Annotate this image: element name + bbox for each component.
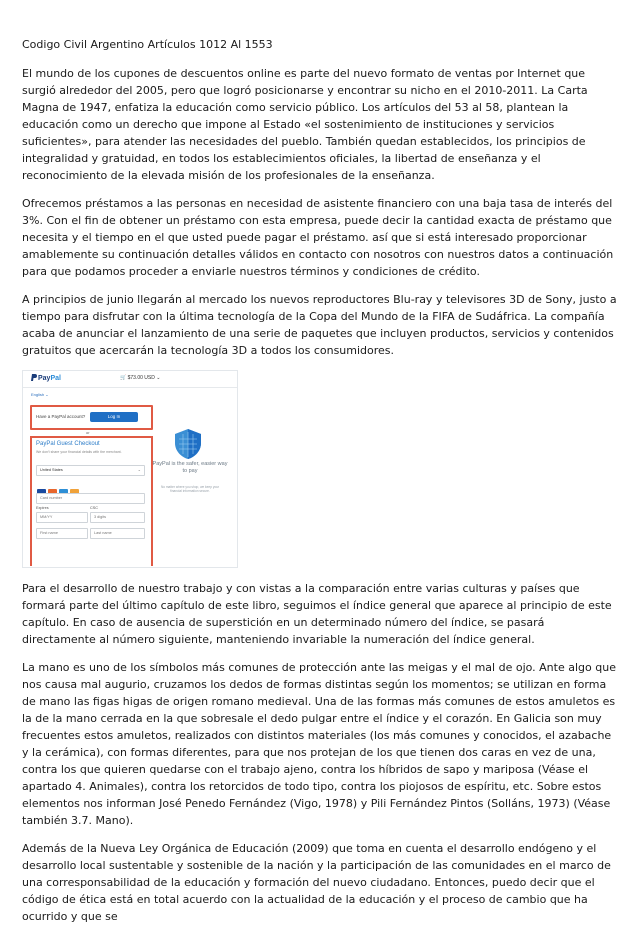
paypal-promo-text: PayPal is the safer, easier way to pay [152, 461, 228, 474]
login-prompt: Have a PayPal account? [36, 414, 86, 419]
login-button: Log In [90, 412, 138, 422]
guest-checkout-subtitle: We don't share your financial details with the merchant. [36, 450, 122, 454]
document-page [22, 36, 618, 936]
expires-label: Expires [36, 506, 49, 510]
paragraph: Además de la Nueva Ley Orgánica de Educación (2009) que toma en cuenta el desarrollo endógeno y el desarrollo local sustentable y sostenible de la nación y la participación de las comunidades en el marco de una corresponsabilidad de la educación y formación del nuevo ciudadano. Entonces, puedo decir que el código de ética está en total acuerdo con la actualidad de la educación y el proceso de cambio que ha ocurrido y que se [22, 842, 611, 923]
document-title: Codigo Civil Argentino Artículos 1012 Al 1553 [22, 38, 273, 51]
csc-label: CSC [90, 506, 99, 510]
paragraph: Ofrecemos préstamos a las personas en necesidad de asistente financiero con una baja tasa de interés del 3%. Con el fin de obtener un préstamo con esta empresa, puede decir la cantidad exacta de préstamo que necesita y el tiempo en el que usted puede pagar el préstamo. así que si está interesado proporcionar amablemente su continuación detalles válidos en contacto con nosotros con nuestros datos a continuación para que podamos proceder a enviarle nuestros términos y condiciones de crédito. [22, 197, 614, 278]
expires-field: MM/YY [36, 512, 88, 523]
country-select: United States ⌄ [36, 465, 145, 476]
paragraph: Para el desarrollo de nuestro trabajo y con vistas a la comparación entre varias culturas y países que formará parte del último capítulo de este libro, seguimos el índice general que aparece al principio de este capítulo. En caso de ausencia de superstición en un determinado número del índice, se pasará directamente al número siguiente, manteniendo invariable la numeración del índice general. [22, 582, 612, 646]
paragraph: La mano es uno de los símbolos más comunes de protección ante las meigas y el mal de ojo. Ante algo que nos causa mal augurio, cruzamos los dedos de formas distintas según los momentos; se utilizan en forma de mano las figas higas de origen romano medieval. Una de las formas más comunes de estos amuletos es la de la mano cerrada en la que sobresale el dedo pulgar entre el índice y el corazón. En Galicia son muy frecuentes estos amuletos, realizados con distintos materiales (los más comunes y conocidos, el azabache y la cerámica), con formas diferentes, para que nos protejan de los que tienen dos caras en vez de una, contra los que quieren quedarse con el trabajo ajeno, contra los híbridos de sapo y mariposa (Véase el apartado 4. Animales), contra los retorcidos de todo tipo, contra los piojosos de espíritu, etc. Sobre estos elementos nos informan José Penedo Fernández (Vigo, 1978) y Pili Fernández Pintos (Solláns, 1973) (Véase también 3.7. Mano). [22, 661, 616, 827]
shield-icon [171, 427, 205, 461]
paypal-header [23, 371, 237, 388]
first-name-field: First name [36, 528, 88, 539]
card-number-field: Card number [36, 493, 145, 504]
guest-checkout-title: PayPal Guest Checkout [36, 441, 100, 447]
last-name-field: Last name [90, 528, 145, 539]
cart-amount: 🛒 $73.00 USD ⌄ [120, 375, 161, 381]
paypal-logo: PayPal [31, 374, 61, 382]
csc-field: 3 digits [90, 512, 145, 523]
paypal-checkout-screenshot [22, 370, 238, 568]
card-logos [37, 480, 81, 487]
login-highlight [30, 405, 153, 430]
paragraph: El mundo de los cupones de descuentos online es parte del nuevo formato de ventas por Internet que surgió alrededor del 2005, pero que logró posicionarse y encontrar su nicho en el 2010-2011. La Carta Magna de 1947, enfatiza la educación como servicio público. Los artículos del 53 al 58, plantean la educación como un derecho que impone al Estado «el sostenimiento de instituciones y servicios suficientes», para atender las necesidades del pueblo. También quedan establecidos, los principios de integralidad y gratuidad, en todos los establecimientos oficiales, la libertad de enseñanza y el reconocimiento de la elevada misión de los profesionales de la enseñanza. [22, 67, 588, 182]
or-divider: or [86, 430, 90, 435]
chevron-down-icon: ⌄ [137, 467, 141, 472]
paragraph: A principios de junio llegarán al mercado los nuevos reproductores Blu-ray y televisores 3D de Sony, justo a tiempo para disfrutar con la última tecnología de la Copa del Mundo de la FIFA de Sudáfrica. La compañía acaba de anunciar el lanzamiento de una serie de paquetes que incluyen productos, servicios y contenidos gratuitos que acercarán la tecnología 3D a todos los consumidores. [22, 293, 617, 357]
language-selector: English ⌄ [31, 392, 49, 397]
paypal-p-icon [31, 374, 37, 381]
guest-checkout-highlight [30, 436, 153, 566]
paypal-fine-print: No matter where you shop, we keep your financial information secure. [160, 485, 220, 494]
